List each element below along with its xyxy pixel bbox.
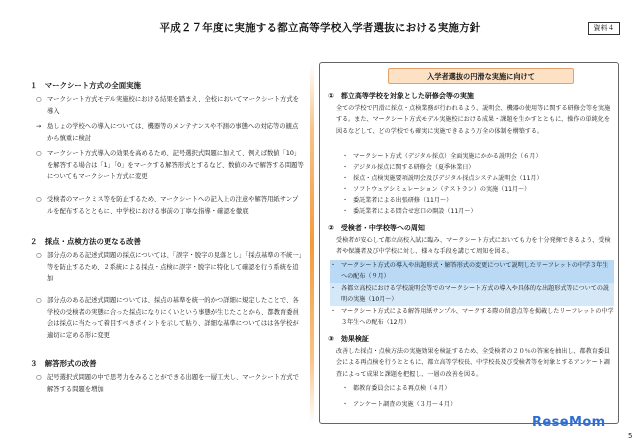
page-number: 5 bbox=[628, 432, 633, 440]
list-item: ○ 部分点のある記述式問題の採点については、「誤字・脱字の見落とし」「採点基準の不統一」等を防止するため、２系統による採点・点検に誤字・脱字に特化して確認を行う系統を追加 bbox=[36, 252, 302, 283]
list-item: ・ マークシート方式の導入や出題形式・解答形式の変更について説明したリーフレットの中学３年生への配布（９月） bbox=[330, 260, 614, 283]
subsection-2-body: 受検者が安心して都立高校入試に臨み、マークシート方式においても力を十分発揮できるよう、受検者や保護者及び中学校に対し、様々な手段を講じて周知を図る。 bbox=[336, 237, 611, 256]
subsection-1-body: 全ての学校で円滑に採点・点検業務が行われるよう、説明会、機器の使用等に関する研修会等を実施する。また、マークシート方式モデル実施校における成果・課題を生かすとともに、操作の単純化を図るなどして、どの学校でも確実に実施できるよう万全の体制を構築する。 bbox=[336, 105, 611, 135]
list-item: ・ デジタル採点に関する研修会（夏季休業日） bbox=[342, 164, 475, 171]
page-title: 平成２７年度に実施する都立高等学校入学者選抜における実施方針 bbox=[159, 22, 481, 34]
list-item: ○ 記号選択式問題の中で思考力をみることができる出題を一層工夫し、マークシート方式で解答する問題を増加 bbox=[36, 374, 299, 393]
implementation-panel bbox=[319, 62, 619, 424]
subsection-2-heading: ② 受検者・中学校等への周知 bbox=[328, 224, 425, 232]
list-item: ・ 委託業者による出張研修（11月～） bbox=[342, 197, 453, 204]
panel-banner: 入学者選抜の円滑な実施に向けて bbox=[388, 68, 574, 84]
document-badge: 資料４ bbox=[588, 22, 620, 35]
list-item: ・ マークシート方式による解答用紙サンプル、マークする際の留意点等を掲載したリーフレットの中学３年生への配布（12月） bbox=[330, 308, 614, 327]
subsection-1-heading: ① 都立高等学校を対象とした研修会等の実施 bbox=[328, 92, 474, 100]
list-item: ・ 都教育委員会による再点検（４月） bbox=[342, 385, 451, 392]
section-3-heading: ３ 解答形式の改善 bbox=[30, 359, 97, 368]
list-item: ・ 採点・点検実施要項説明会及びデジタル採点システム説明会（11月） bbox=[342, 175, 543, 182]
list-item: ・ アンケート調査の実施（３月～４月） bbox=[342, 401, 457, 408]
subsection-3-body: 改善した採点・点検方法の実施効果を検証するため、全受検者の２０％の答案を抽出し、都教育委員会による再点検を行うとともに、都立高等学校長、中学校長及び受検者等を対象とするアンケート調査によって成果と課題を把握し、一層の改善を図る。 bbox=[336, 348, 610, 378]
list-item: ○ マークシート方式モデル実施校における結果を踏まえ、全校においてマークシート方式を導入 bbox=[36, 96, 299, 115]
section-1-heading: １ マークシート方式の全面実施 bbox=[30, 81, 141, 90]
list-item: ・ 委託業者による問合せ窓口の開設（11月～） bbox=[342, 208, 477, 215]
left-column bbox=[28, 80, 308, 420]
subsection-3-heading: ③ 効果検証 bbox=[328, 335, 369, 343]
column-divider bbox=[310, 64, 314, 424]
list-item: ・ マークシート方式（デジタル採点）全面実施にかかる説明会（６月） bbox=[342, 153, 542, 160]
list-item: ・ 各都立高校における学校説明会等でのマークシート方式の導入や具体的な出題形式等についての説明の実施（10月～） bbox=[330, 283, 614, 306]
list-item: ○ 受検者のマークミス等を防止するため、マークシートへの記入上の注意や解答用紙サンプルを配布するとともに、中学校における事前の丁寧な指導・確認を徹底 bbox=[36, 196, 299, 215]
list-item: → 島しょの学校への導入については、機器等のメンテナンスや不測の事態への対応等の観点から慎重に検討 bbox=[36, 123, 299, 142]
list-item: ・ ソフトウェアシミュレーション（テストラン）の実施（11月～） bbox=[342, 186, 531, 193]
section-2-heading: ２ 採点・点検方法の更なる改善 bbox=[30, 237, 141, 246]
list-item: ○ マークシート方式導入の効果を高めるため、記号選択式問題に加えて、例えば数値「10」を解答する場合は「1」「0」をマークする解答形式とするなど、数値のみで解答する問題等についてもマークシート方式に変更 bbox=[36, 150, 304, 181]
resemom-logo: ReseMom bbox=[532, 415, 606, 430]
list-item: ○ 部分点のある記述式問題については、採点の基準を統一的かつ詳細に規定したことで、各学校の受検者の実態に合った採点になりにくいという事態が生じたことから、都教育委員会は採点に当たって着目すべきポイントを示して貼り、詳細な基準についてはは各学校が適切に定める形に変更 bbox=[36, 297, 299, 339]
